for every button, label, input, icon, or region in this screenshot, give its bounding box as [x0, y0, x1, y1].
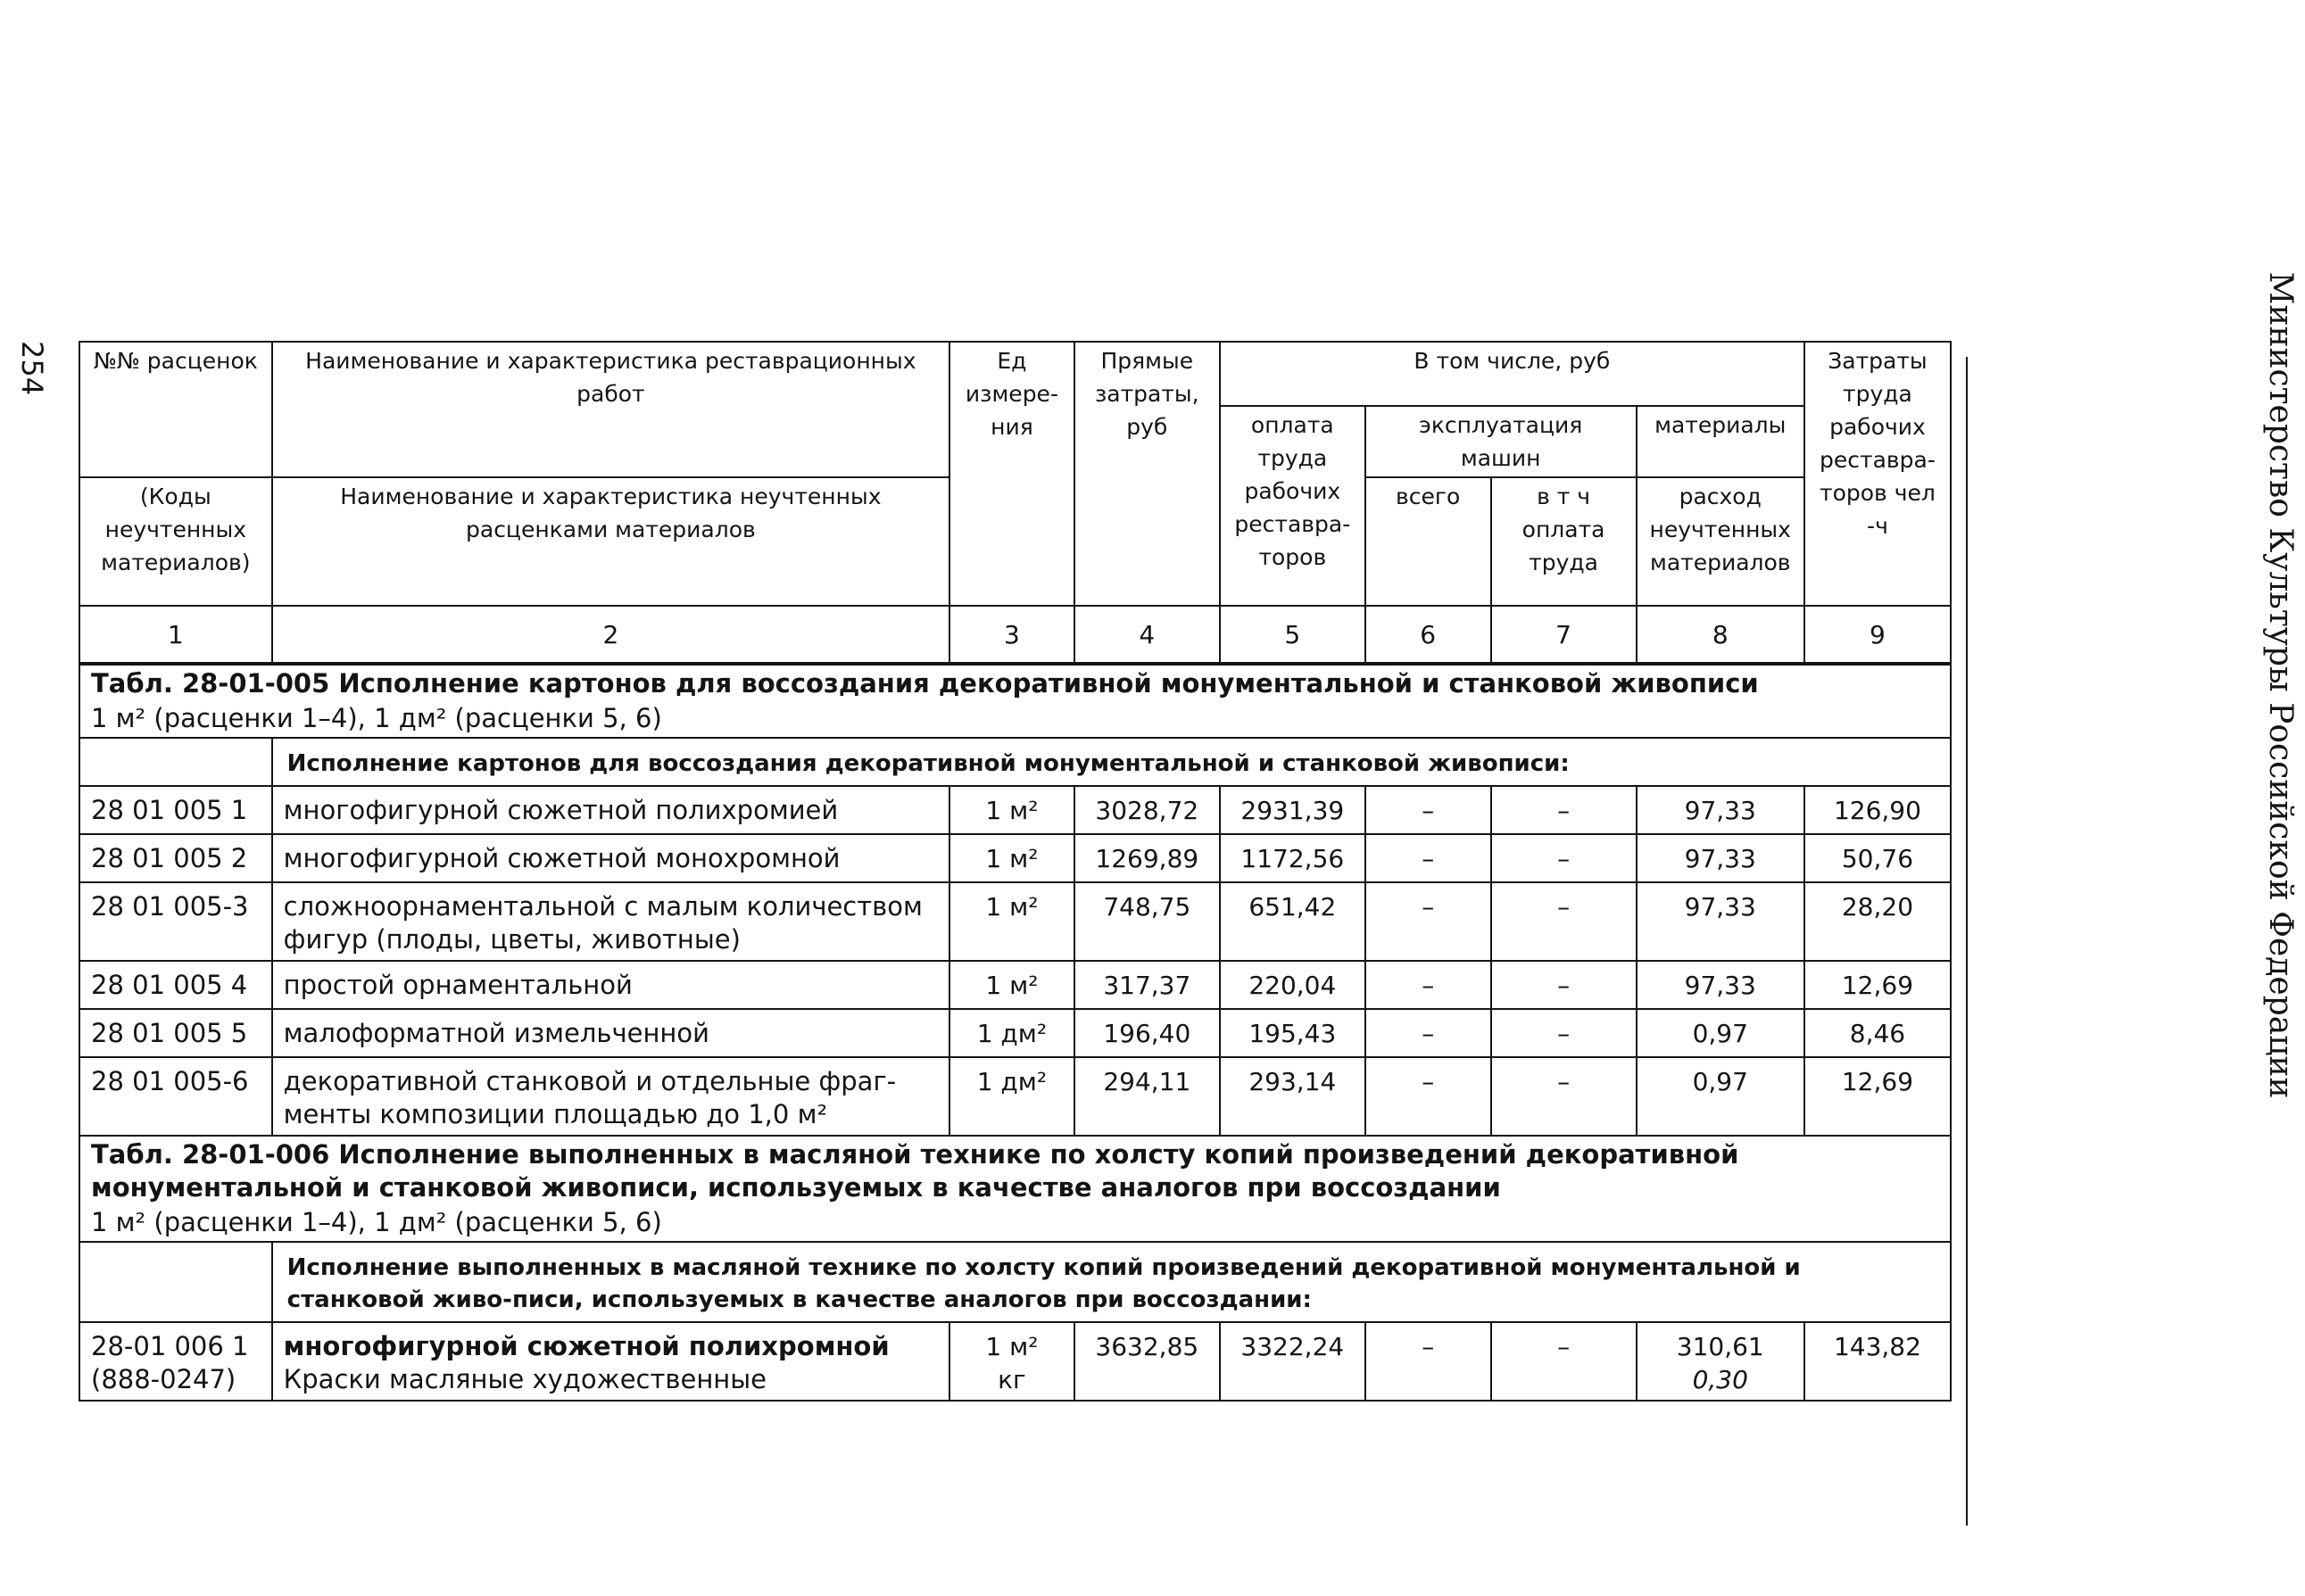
rate-code: 28 01 005 2	[79, 834, 272, 882]
table-title: Табл. 28-01-005 Исполнение картонов для воссоздания декоративной монументальной и станковой живописи	[91, 668, 1759, 699]
materials: 0,97	[1637, 1057, 1804, 1136]
machines-total: –	[1365, 786, 1491, 834]
machines-labor: –	[1491, 882, 1637, 961]
unit: 1 м²	[949, 882, 1074, 961]
table-title: Табл. 28-01-006 Исполнение выполненных в масляной технике по холсту копий произведений декоративной монументальной и станковой живописи, используемых в качестве аналогов при воссоздании	[91, 1139, 1739, 1203]
column-number: 7	[1491, 606, 1637, 664]
empty-cell	[79, 738, 272, 786]
empty-cell	[79, 1242, 272, 1322]
material-consumption: 0,30	[1692, 1365, 1748, 1394]
rate-code-cell	[79, 1322, 272, 1401]
table-caption	[79, 664, 1951, 738]
side-rule	[1966, 357, 1968, 1526]
direct-costs: 317,37	[1074, 961, 1220, 1009]
machines-total: –	[1365, 1009, 1491, 1057]
header-labor-pay: оплата труда рабочих реставра-торов	[1220, 406, 1365, 606]
table-row	[79, 1009, 1951, 1057]
labor-pay: 2931,39	[1220, 786, 1365, 834]
table-row	[79, 834, 1951, 882]
unit: 1 дм²	[949, 1009, 1074, 1057]
work-name: малоформатной измельченной	[272, 1009, 949, 1057]
machines-labor: –	[1491, 1322, 1637, 1401]
column-number: 3	[949, 606, 1074, 664]
group-heading: Исполнение выполненных в масляной технике по холсту копий произведений декоративной монументальной и станковой живо-писи, используемых в качестве аналогов при воссоздании:	[272, 1242, 1951, 1322]
table-row	[79, 786, 1951, 834]
labor-hours: 143,82	[1804, 1322, 1951, 1401]
labor-hours: 50,76	[1804, 834, 1951, 882]
work-name: декоративной станковой и отдельные фраг-менты композиции площадью до 1,0 м²	[272, 1057, 949, 1136]
material-name: Краски масляные художественные	[283, 1364, 767, 1394]
machines-labor: –	[1491, 1057, 1637, 1136]
header-labor-hours: Затраты труда рабочих реставра-торов чел -ч	[1804, 342, 1951, 606]
header-work-name: Наименование и характеристика реставрационных работ	[272, 342, 949, 477]
unit: 1 м²	[985, 1332, 1039, 1361]
column-number: 1	[79, 606, 272, 664]
header-unit: Ед измере-ния	[949, 342, 1074, 606]
table-caption	[79, 1136, 1951, 1242]
group-heading: Исполнение картонов для воссоздания декоративной монументальной и станковой живописи:	[272, 738, 1951, 786]
unit: 1 м²	[949, 786, 1074, 834]
direct-costs: 748,75	[1074, 882, 1220, 961]
header-machines-labor: в т ч оплата труда	[1491, 477, 1637, 606]
header-material-name: Наименование и характеристика неучтенных расценками материалов	[272, 477, 949, 606]
unit: 1 м²	[949, 834, 1074, 882]
column-number: 4	[1074, 606, 1220, 664]
column-number: 5	[1220, 606, 1365, 664]
column-number: 9	[1804, 606, 1951, 664]
machines-total: –	[1365, 961, 1491, 1009]
page-number: 254	[15, 341, 49, 396]
header-codes: №№ расценок	[79, 342, 272, 477]
header-including: В том числе, руб	[1220, 342, 1804, 406]
materials: 97,33	[1637, 834, 1804, 882]
machines-labor: –	[1491, 1009, 1637, 1057]
unit: 1 м²	[949, 961, 1074, 1009]
table-unit-line: 1 м² (расценки 1–4), 1 дм² (расценки 5, 6)	[91, 1207, 662, 1237]
machines-labor: –	[1491, 834, 1637, 882]
work-name: многофигурной сюжетной монохромной	[272, 834, 949, 882]
machines-total: –	[1365, 834, 1491, 882]
running-title: Министерство Культуры Российской Федерации	[2262, 271, 2299, 1099]
labor-pay: 220,04	[1220, 961, 1365, 1009]
work-name-cell	[272, 1322, 949, 1401]
materials: 0,97	[1637, 1009, 1804, 1057]
machines-total: –	[1365, 1322, 1491, 1401]
materials: 97,33	[1637, 961, 1804, 1009]
direct-costs: 1269,89	[1074, 834, 1220, 882]
direct-costs: 294,11	[1074, 1057, 1220, 1136]
labor-hours: 12,69	[1804, 961, 1951, 1009]
labor-pay: 293,14	[1220, 1057, 1365, 1136]
machines-total: –	[1365, 882, 1491, 961]
header-material-codes: (Коды неучтенных материалов)	[79, 477, 272, 606]
material-unit: кг	[998, 1365, 1026, 1394]
materials: 97,33	[1637, 786, 1804, 834]
materials: 97,33	[1637, 882, 1804, 961]
labor-pay: 1172,56	[1220, 834, 1365, 882]
table-row	[79, 882, 1951, 961]
table-row	[79, 1057, 1951, 1136]
rate-code: 28-01 006 1	[91, 1331, 249, 1361]
materials-cell	[1637, 1322, 1804, 1401]
unit-cell	[949, 1322, 1074, 1401]
labor-hours: 126,90	[1804, 786, 1951, 834]
machines-total: –	[1365, 1057, 1491, 1136]
column-number: 2	[272, 606, 949, 664]
header-direct-costs: Прямые затраты, руб	[1074, 342, 1220, 606]
rate-code: 28 01 005 5	[79, 1009, 272, 1057]
labor-pay: 195,43	[1220, 1009, 1365, 1057]
rate-code: 28 01 005 4	[79, 961, 272, 1009]
material-code: (888-0247)	[91, 1364, 236, 1394]
header-machines: эксплуатация машин	[1365, 406, 1637, 477]
materials: 310,61	[1676, 1332, 1764, 1361]
labor-pay: 651,42	[1220, 882, 1365, 961]
labor-hours: 28,20	[1804, 882, 1951, 961]
table-unit-line: 1 м² (расценки 1–4), 1 дм² (расценки 5, 6)	[91, 703, 662, 733]
rates-table	[79, 341, 1952, 1402]
labor-pay: 3322,24	[1220, 1322, 1365, 1401]
header-machines-total: всего	[1365, 477, 1491, 606]
unit: 1 дм²	[949, 1057, 1074, 1136]
column-number: 8	[1637, 606, 1804, 664]
header-materials: материалы	[1637, 406, 1804, 477]
labor-hours: 12,69	[1804, 1057, 1951, 1136]
column-number: 6	[1365, 606, 1491, 664]
labor-hours: 8,46	[1804, 1009, 1951, 1057]
rate-code: 28 01 005 1	[79, 786, 272, 834]
table-row	[79, 1322, 1951, 1401]
rate-code: 28 01 005-6	[79, 1057, 272, 1136]
work-name: сложноорнаментальной с малым количеством фигур (плоды, цветы, животные)	[272, 882, 949, 961]
work-name: многофигурной сюжетной полихромной	[283, 1331, 890, 1361]
header-unaccounted-materials: расход неучтенных материалов	[1637, 477, 1804, 606]
direct-costs: 3632,85	[1074, 1322, 1220, 1401]
rate-code: 28 01 005-3	[79, 882, 272, 961]
direct-costs: 196,40	[1074, 1009, 1220, 1057]
work-name: многофигурной сюжетной полихромией	[272, 786, 949, 834]
machines-labor: –	[1491, 786, 1637, 834]
direct-costs: 3028,72	[1074, 786, 1220, 834]
work-name: простой орнаментальной	[272, 961, 949, 1009]
machines-labor: –	[1491, 961, 1637, 1009]
table-row	[79, 961, 1951, 1009]
